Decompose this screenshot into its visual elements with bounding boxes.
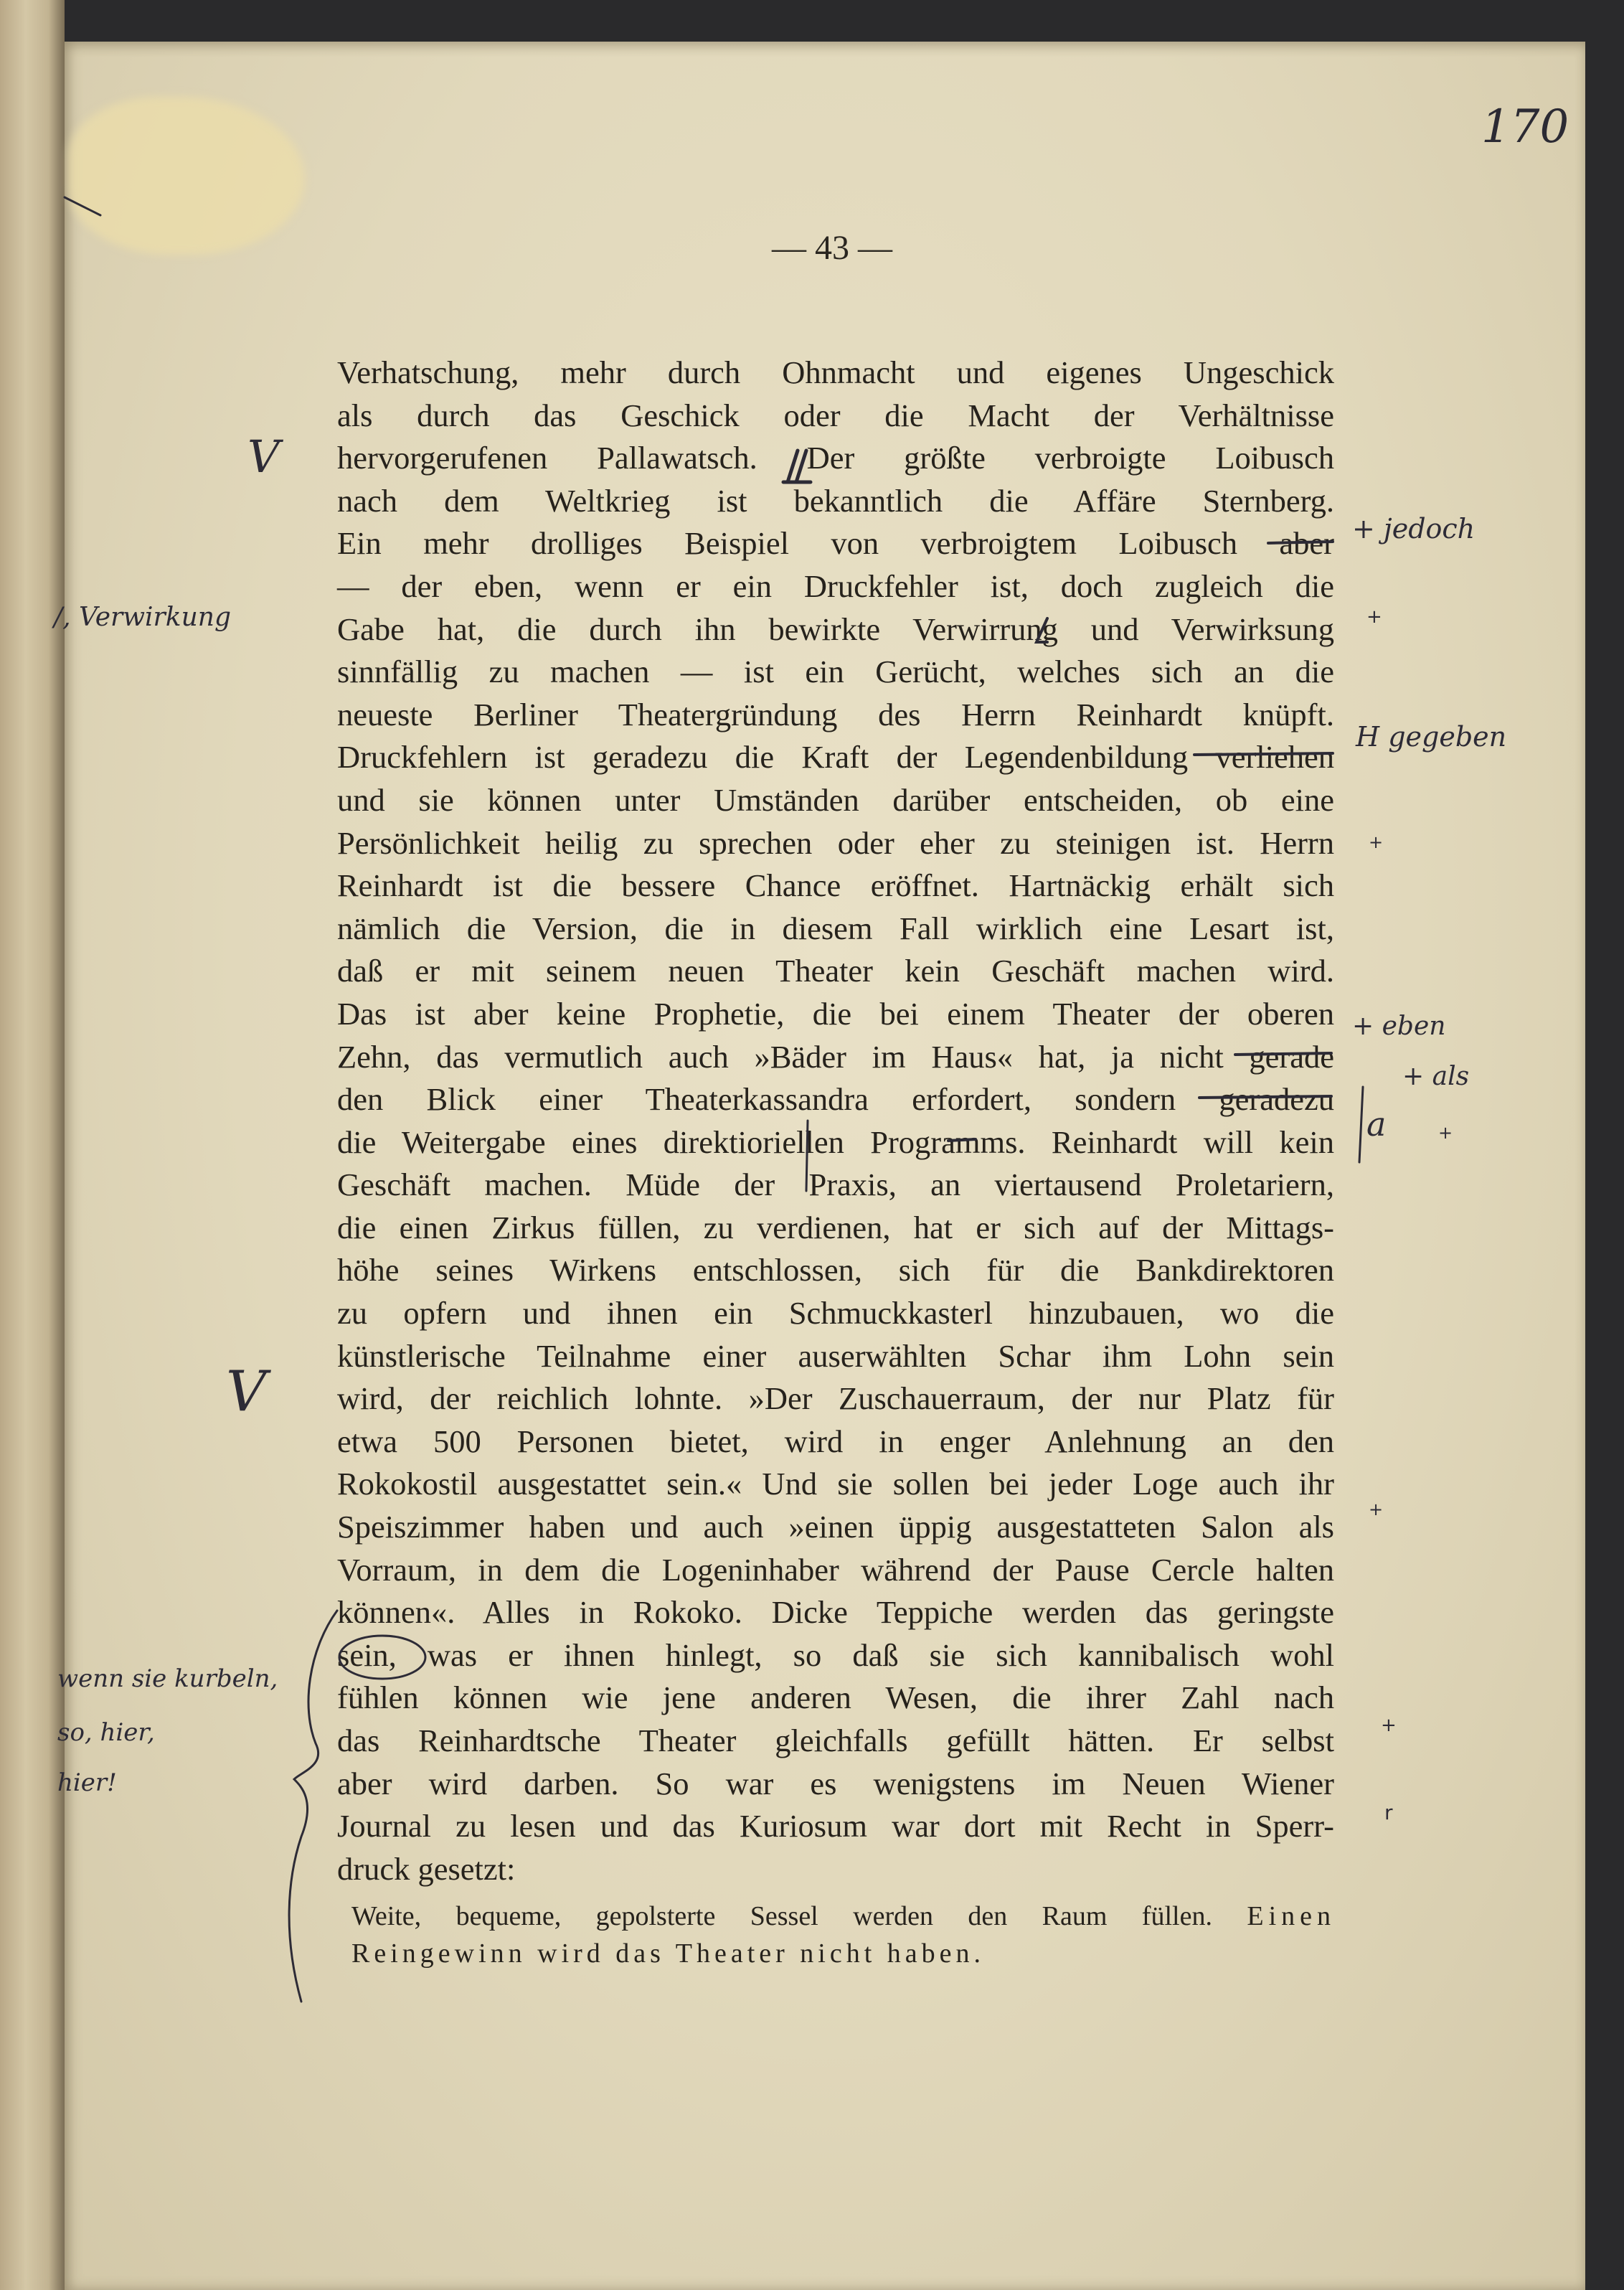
text-line: sinnfällig zu machen — ist ein Gerücht, welches sich an die — [337, 654, 1334, 690]
margin-mark-check-2: V — [226, 1360, 267, 1424]
quote-line-2: Reingewinn wird das Theater nicht haben. — [351, 1938, 985, 1969]
margin-mark-check-1: V — [247, 430, 280, 483]
margin-bar — [1359, 1087, 1363, 1162]
margin-note-bracket-2: so, hier, — [57, 1718, 155, 1747]
text-line: den Blick einer Theaterkassandra erfordert, sondern geradezu — [337, 1081, 1334, 1118]
text-line: können«. Alles in Rokoko. Dicke Teppiche werden das geringste — [337, 1594, 1334, 1631]
text-line: Zehn, das vermutlich auch »Bäder im Haus« hat, ja nicht gerade — [337, 1038, 1334, 1075]
text-line: Rokokostil ausgestattet sein.« Und sie sollen bei jeder Loge auch ihr — [337, 1466, 1334, 1502]
margin-mark-plus-4: + — [1369, 1499, 1384, 1519]
margin-mark-r: r — [1384, 1801, 1393, 1824]
text-line: Verhatschung, mehr durch Ohnmacht und eigenes Ungeschick — [337, 354, 1334, 390]
strike-gerade — [1235, 1053, 1331, 1055]
text-line: hervorgerufenen Pallawatsch. Der größte verbroigte Loibusch — [337, 440, 1334, 476]
text-line: neueste Berliner Theatergründung des Herrn Reinhardt knüpft. — [337, 696, 1334, 732]
strike-verliehen — [1194, 753, 1333, 755]
text-line: fühlen können wie jene anderen Wesen, die ihrer Zahl nach — [337, 1679, 1334, 1716]
margin-mark-plus-1: + — [1366, 606, 1382, 628]
margin-note-eben: + eben — [1352, 1012, 1446, 1041]
text-line: nach dem Weltkrieg ist bekanntlich die Affäre Sternberg. — [337, 482, 1334, 519]
quote-line-1-plain: Weite, bequeme, gepolsterte Sessel werden den Raum füllen. — [351, 1901, 1212, 1931]
text-line: Speiszimmer haben und auch »einen üppig ausgestatteten Salon als — [337, 1509, 1334, 1545]
insertion-mark-pallawatsch — [783, 451, 811, 482]
text-line: sein, was er ihnen hinlegt, so daß sie sich kannibalisch wohl — [337, 1636, 1334, 1673]
page-number: — 43 — — [772, 229, 892, 267]
quote-line-1-spaced: Einen — [1247, 1901, 1336, 1931]
text-line: Journal zu lesen und das Kuriosum war dort mit Recht in Sperr- — [337, 1808, 1334, 1844]
margin-mark-plus-5: + — [1381, 1715, 1397, 1736]
margin-note-bracket-1: wenn sie kurbeln, — [57, 1664, 278, 1693]
text-line: aber wird darben. So war es wenigstens im Neuen Wiener — [337, 1765, 1334, 1801]
text-line: Ein mehr drolliges Beispiel von verbroigtem Loibusch aber — [337, 525, 1334, 562]
folio-number: 170 — [1481, 100, 1569, 154]
text-line: zu opfern und ihnen ein Schmuckkasterl hinzubauen, wo die — [337, 1295, 1334, 1332]
text-line: die einen Zirkus füllen, zu verdienen, hat er sich auf der Mittags- — [337, 1209, 1334, 1245]
stray-mark — [65, 197, 100, 215]
text-line: nämlich die Version, die in diesem Fall wirklich eine Lesart ist, — [337, 910, 1334, 946]
margin-note-gegeben: H gegeben — [1356, 721, 1507, 753]
text-line: druck gesetzt: — [337, 1850, 516, 1887]
insertion-mark-verwirrung — [1037, 618, 1047, 642]
strike-programms — [948, 1139, 976, 1141]
circle-sein — [339, 1636, 425, 1679]
strike-geradezu — [1199, 1096, 1331, 1098]
text-line: — der eben, wenn er ein Druckfehler ist, doch zugleich die — [337, 567, 1334, 604]
insertion-mark-direktioriellen — [806, 1121, 808, 1191]
margin-mark-plus-3: + — [1438, 1123, 1453, 1143]
margin-note-bracket-3: hier! — [57, 1768, 117, 1797]
text-line: etwa 500 Personen bietet, wird in enger Anlehnung an den — [337, 1423, 1334, 1459]
margin-note-verwirkung: /, Verwirkung — [54, 603, 231, 632]
strike-aber — [1268, 542, 1333, 543]
text-line: und sie können unter Umständen darüber entscheiden, ob eine — [337, 781, 1334, 818]
margin-mark-plus-2: + — [1369, 832, 1384, 852]
text-line: die Weitergabe eines direktioriellen Programms. Reinhardt will kein — [337, 1123, 1334, 1160]
text-line: künstlerische Teilnahme einer auserwählten Schar ihm Lohn sein — [337, 1337, 1334, 1374]
text-line: Persönlichkeit heilig zu sprechen oder eher zu steinigen ist. Herrn — [337, 824, 1334, 861]
text-line: Reinhardt ist die bessere Chance eröffnet. Hartnäckig erhält sich — [337, 867, 1334, 904]
text-line: Das ist aber keine Prophetie, die bei einem Theater der oberen — [337, 995, 1334, 1032]
text-line: Druckfehlern ist geradezu die Kraft der Legendenbildung verliehen — [337, 739, 1334, 776]
text-line: höhe seines Wirkens entschlossen, sich für die Bankdirektoren — [337, 1252, 1334, 1288]
text-line: das Reinhardtsche Theater gleichfalls gefüllt hätten. Er selbst — [337, 1723, 1334, 1758]
margin-note-jedoch: + jedoch — [1352, 513, 1476, 545]
margin-note-a: a — [1366, 1105, 1387, 1144]
text-line: als durch das Geschick oder die Macht der Verhältnisse — [337, 397, 1334, 433]
text-line: Geschäft machen. Müde der Praxis, an viertausend Proletariern, — [337, 1167, 1334, 1203]
text-line: Gabe hat, die durch ihn bewirkte Verwirrung und Verwirksung — [337, 611, 1334, 647]
curly-bracket — [289, 1611, 337, 2002]
text-line: wird, der reichlich lohnte. »Der Zuschauerraum, der nur Platz für — [337, 1380, 1334, 1417]
margin-note-als: + als — [1402, 1062, 1470, 1091]
text-line: daß er mit seinem neuen Theater kein Geschäft machen wird. — [337, 953, 1334, 989]
text-line: Vorraum, in dem die Logeninhaber während der Pause Cercle halten — [337, 1551, 1334, 1588]
